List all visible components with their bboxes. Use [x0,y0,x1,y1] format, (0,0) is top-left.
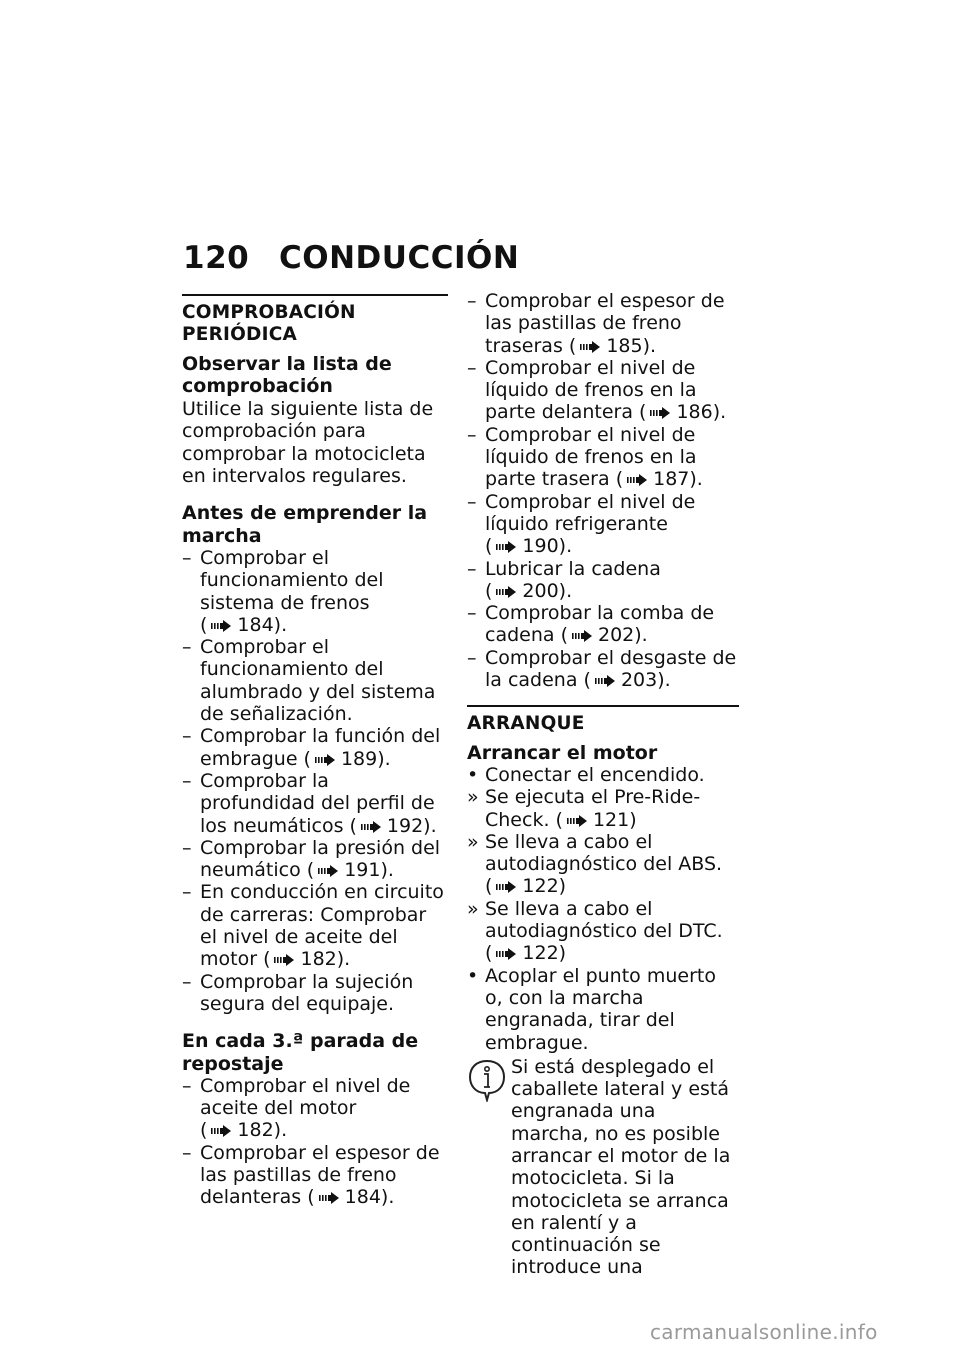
page-reference[interactable]: ( 185). [562,334,657,357]
list-item [467,357,739,424]
list-item [467,647,739,692]
page-reference[interactable]: ( 182). [257,948,351,971]
list-item-text: Comprobar la función del embrague [200,725,441,770]
list-marker: – [467,557,477,580]
page-ref-arrow-icon [595,674,617,688]
page-reference[interactable]: ( 184). [200,613,288,636]
list-item-text: Comprobar la sujeción segura del equipaje. [200,970,414,1015]
page-reference[interactable]: ( 186). [633,401,727,424]
list-item-text: Comprobar el funcionamiento del sistema de frenos [200,546,384,614]
info-icon [467,1058,507,1102]
watermark: carmanualsonline.info [650,1320,878,1344]
left-column [182,294,448,1209]
page-reference-number[interactable]: 185). [606,334,657,357]
list-item [467,290,739,357]
list-marker: – [182,881,192,904]
page-ref-arrow-icon [496,880,518,894]
page-ref-arrow-icon [496,540,518,554]
list-marker: » [467,830,479,853]
list-item-text: Comprobar la presión del neumático [200,836,441,882]
list-marker: – [182,1074,192,1097]
list-marker: – [467,602,477,625]
list-item [467,424,739,491]
page-reference[interactable]: ( 200). [485,579,573,602]
list-item [182,770,448,837]
page-ref-arrow-icon [211,619,233,633]
list-marker: – [467,356,477,379]
section-divider [467,705,739,735]
page-ref-arrow-icon [315,753,337,767]
list-marker: • [467,763,479,786]
section-title-periodic-check: COMPROBACIÓN PERIÓDICA [182,302,356,346]
list-item-text: Se lleva a cabo el autodiagnóstico del ABS. [485,830,723,876]
list-marker: – [467,646,477,669]
page-reference-number[interactable]: 192). [386,814,437,837]
list-item-text: En conducción en circuito de carreras: Comprobar el nivel de aceite del motor [200,881,444,971]
page-reference[interactable]: ( 189). [297,747,391,770]
list-item [182,971,448,1016]
section-title-start: ARRANQUE [467,713,585,735]
page-reference[interactable]: ( 182). [200,1119,288,1142]
list-marker: – [182,725,192,748]
page-ref-arrow-icon [627,473,649,487]
page-ref-arrow-icon [274,953,296,967]
list-item-text: Comprobar el desgaste de la cadena [485,646,737,692]
list-marker: – [182,970,192,993]
subhead-checklist: Observar la lista de comprobación [182,352,392,397]
page-reference-number[interactable]: 122) [522,942,567,965]
page-reference[interactable]: ( 191). [300,859,394,882]
list-item [467,786,739,831]
subhead-every-third-refuel: En cada 3.ª parada de repostaje [182,1030,419,1075]
page-reference-number[interactable]: 184). [344,1186,395,1209]
list-marker: – [182,546,192,569]
list-item-text: Comprobar la profundidad del perfil de los neumáticos [200,769,435,837]
spacer [182,487,448,496]
page-reference-number[interactable]: 184). [237,613,288,636]
list-item [182,1075,448,1142]
list-item [467,965,739,1054]
page-reference-number[interactable]: 191). [344,859,394,882]
list-item-text: Comprobar el nivel de líquido refrigerante [485,490,696,535]
page-ref-arrow-icon [496,947,518,961]
page-number: 120 [183,240,250,276]
checklist-refuel [182,1075,448,1209]
list-item-text: Lubricar la cadena [485,557,661,580]
list-marker: – [182,636,192,659]
page-ref-arrow-icon [318,864,340,878]
page-reference[interactable]: ( 192). [343,814,437,837]
list-item-text: Comprobar el espesor de las pastillas de freno traseras [485,290,725,357]
page-ref-arrow-icon [572,629,594,643]
page-reference-number[interactable]: 190). [522,535,573,558]
list-item-text: Acoplar el punto muerto o, con la marcha engranada, tirar del embrague. [485,964,716,1054]
page-ref-arrow-icon [211,1124,233,1138]
list-item-text: Comprobar el nivel de líquido de frenos en la parte delantera [485,356,697,424]
list-item [182,837,448,882]
page-ref-arrow-icon [650,406,672,420]
page-reference[interactable]: ( 203). [577,669,671,692]
spacer [467,691,739,705]
page-reference[interactable]: ( 187). [609,468,703,491]
section-divider [182,294,448,347]
list-marker: – [182,836,192,859]
page-ref-arrow-icon [567,814,589,828]
page-reference[interactable]: ( 184). [301,1186,395,1209]
page-ref-arrow-icon [580,340,602,354]
list-marker: » [467,786,479,809]
right-column [467,290,739,1279]
list-marker: – [182,1141,192,1164]
info-note [467,1056,739,1279]
list-marker: – [467,290,477,312]
page-reference[interactable]: ( 202). [554,624,648,647]
list-item [182,636,448,725]
page-reference-number[interactable]: 121) [592,808,637,831]
spacer [182,1015,448,1024]
list-marker: • [467,964,479,987]
list-item-text: Comprobar la comba de cadena [485,602,715,647]
page-ref-arrow-icon [361,820,383,834]
start-steps [467,764,739,1054]
page-reference-number[interactable]: 203). [620,669,671,692]
page-reference-number[interactable]: 186). [676,401,727,424]
page-reference-number[interactable]: 189). [340,747,391,770]
list-item-text: Comprobar el nivel de aceite del motor [200,1074,411,1120]
subhead-start-engine: Arrancar el motor [467,741,658,764]
checklist-before-ride [182,547,448,1015]
list-item [467,602,739,647]
list-item-text: Se ejecuta el Pre-Ride-Check. [485,786,701,831]
page-reference[interactable]: ( 122) [485,875,567,898]
list-item [182,881,448,970]
page-reference[interactable]: ( 121) [549,808,637,831]
page-reference-number[interactable]: 200). [522,579,573,602]
list-item-text: Conectar el encendido. [485,763,705,786]
subhead-before-ride: Antes de emprender la marcha [182,502,428,547]
list-item [467,898,739,965]
list-item-text: Comprobar el espesor de las pastillas de freno delanteras [200,1141,440,1209]
page-ref-arrow-icon [496,585,518,599]
page-reference-number[interactable]: 182). [237,1119,288,1142]
list-item-text: Se lleva a cabo el autodiagnóstico del DTC. [485,897,723,943]
page-reference-number[interactable]: 182). [300,948,351,971]
page-header [183,240,519,282]
page-reference-number[interactable]: 122) [522,875,567,898]
chapter-title: CONDUCCIÓN [279,240,520,276]
list-item [182,547,448,636]
page-reference-number[interactable]: 202). [597,624,648,647]
list-marker: – [182,769,192,792]
note-text: Si está desplegado el caballete lateral y está engranada una marcha, no es posible arrancar el motor de la motocicleta. Si la motocicleta se arranca en ralentí y a continuación se introduce una [511,1055,731,1279]
list-item-text: Comprobar el nivel de líquido de frenos en la parte trasera [485,423,697,491]
list-item [467,558,739,603]
page-reference[interactable]: ( 190). [485,535,573,558]
intro-paragraph: Utilice la siguiente lista de comprobación para comprobar la motocicleta en intervalos regulares. [182,398,434,488]
list-marker: » [467,897,479,920]
list-item-text: Comprobar el funcionamiento del alumbrado y del sistema de señalización. [200,636,436,726]
list-item [467,831,739,898]
checklist-refuel-continued [467,290,739,691]
list-item [467,491,739,558]
list-item [182,1142,448,1209]
list-marker: – [467,490,477,513]
page-ref-arrow-icon [319,1191,341,1205]
list-marker: – [467,423,477,446]
list-item [182,725,448,770]
list-item [467,764,739,786]
page-reference[interactable]: ( 122) [485,942,567,965]
page-reference-number[interactable]: 187). [653,468,703,491]
